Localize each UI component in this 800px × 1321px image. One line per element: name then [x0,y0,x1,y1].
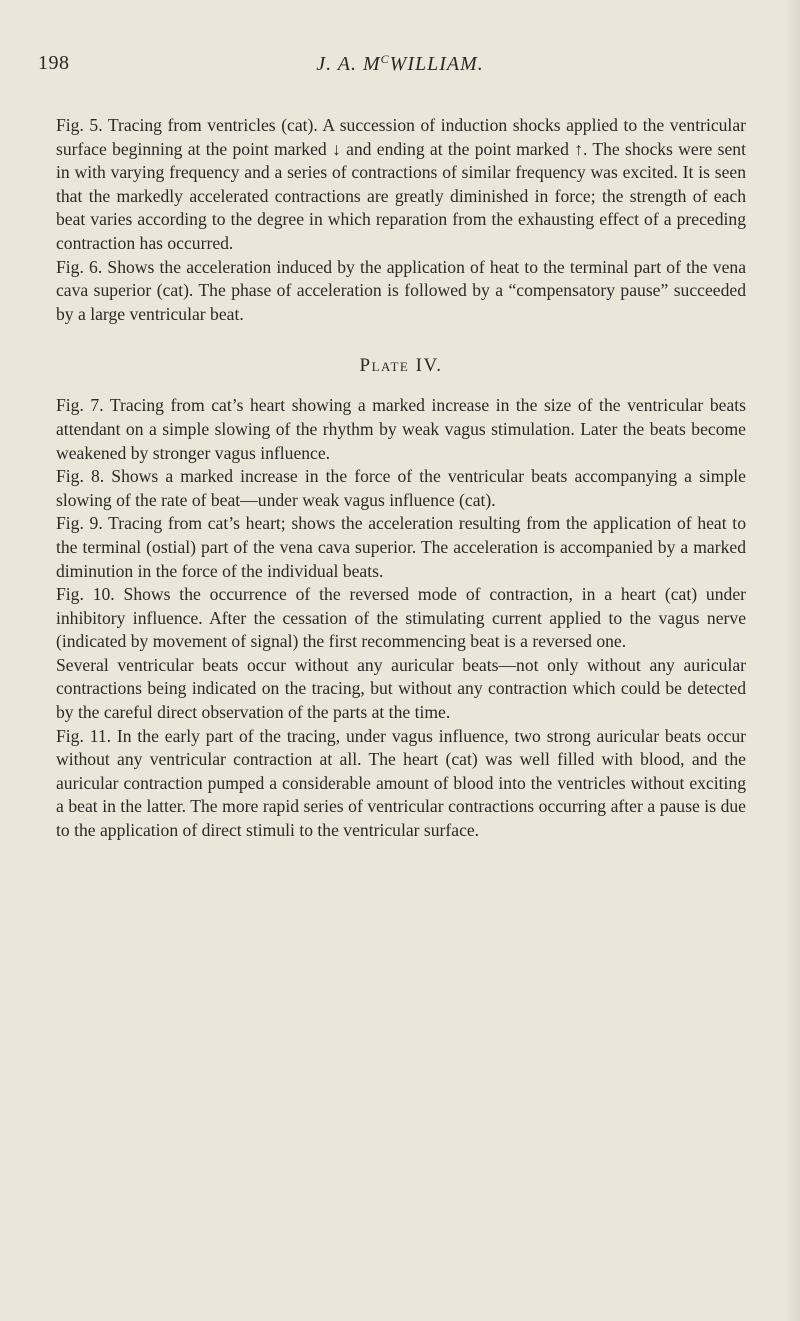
running-head [0,52,800,76]
page-header [0,52,800,82]
author-superscript: C [380,52,390,66]
page-edge-shadow [786,0,800,1321]
paragraph-fig-10: Fig. 10. Shows the occurrence of the reversed mode of contraction, in a heart (cat) under inhibitory influence. After the cessation of the stimulating current applied to the vagus nerve (indicated by movement of signal) the first recommencing beat is a reversed one. [56,584,746,652]
author-suffix: WILLIAM. [389,53,484,75]
plate-heading: Plate IV. [359,355,443,377]
paragraph-several-ventricular-beats: Several ventricular beats occur without any auricular beats—not only without any auricular contractions being indicated on the tracing, but without any contraction which could be detected by the careful direct observation of the parts at the time. [56,654,746,723]
paragraph-fig-8: Fig. 8. Shows a marked increase in the force of the ventricular beats accompanying a simple slowing of the rate of beat—under weak vagus influence (cat). [56,466,746,510]
paragraph-fig-7: Fig. 7. Tracing from cat’s heart showing a marked increase in the size of the ventricular beats attendant on a simple slowing of the rhythm by weak vagus stimulation. Later the beats become weakened by stronger vagus influence. [56,395,746,463]
body-text [56,114,746,843]
paragraph-fig-11: Fig. 11. In the early part of the tracing, under vagus influence, two strong auricular beats occur without any ventricular contraction at all. The heart (cat) was well filled with blood, and the auricular contraction pumped a considerable amount of blood into the ventricles without exciting a beat in the latter. The more rapid series of ventricular contractions occurring after a pause is due to the application of direct stimuli to the ventricular surface. [56,725,746,841]
paragraph-fig-5: Fig. 5. Tracing from ventricles (cat). A succession of induction shocks applied to the ventricular surface beginning at the point marked ↓ and ending at the point marked ↑. The shocks were sent in with varying frequency and a series of contractions of similar frequency was excited. It is seen that the markedly accelerated contractions are greatly diminished in force; the strength of each beat varies according to the degree in which reparation from the exhausting effect of a preceding contraction has occurred. [56,115,746,253]
page-number: 198 [38,52,70,74]
author-prefix: J. A. M [316,53,381,75]
paragraph-fig-6: Fig. 6. Shows the acceleration induced by the application of heat to the terminal part of the vena cava superior (cat). The phase of acceleration is followed by a “compensatory pause” succeeded by a large ventricular beat. [56,256,746,324]
paragraph-fig-9: Fig. 9. Tracing from cat’s heart; shows the acceleration resulting from the application of heat to the terminal (ostial) part of the vena cava superior. The acceleration is accompanied by a marked diminution in the force of the individual beats. [56,513,746,581]
